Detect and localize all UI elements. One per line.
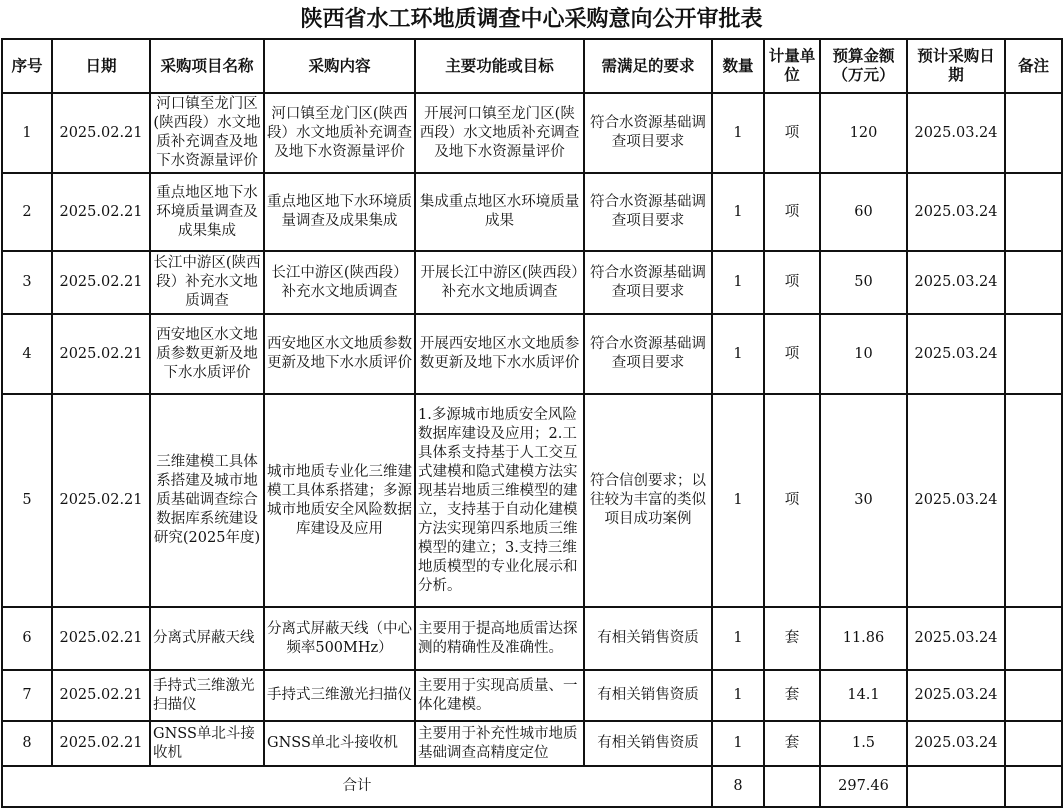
cell-note [1005,721,1062,766]
cell-date: 2025.02.21 [52,251,150,314]
cell-purchase-date: 2025.03.24 [907,314,1005,394]
cell-item-name: 三维建模工具体系搭建及城市地质基础调查综合数据库系统建设研究(2025年度) [150,394,264,607]
cell-item-name: 河口镇至龙门区(陕西段）水文地质补充调查及地下水资源量评价 [150,93,264,173]
cell-unit: 套 [764,721,820,766]
cell-item-name: GNSS单北斗接收机 [150,721,264,766]
cell-no: 7 [2,670,52,721]
cell-purchase-date: 2025.03.24 [907,394,1005,607]
page-title: 陕西省水工环地质调查中心采购意向公开审批表 [300,7,763,32]
cell-note [1005,93,1062,173]
total-label: 合计 [2,766,712,807]
table-row [2,607,1062,670]
cell-requirements: 有相关销售资质 [584,670,712,721]
cell-requirements: 符合水资源基础调查项目要求 [584,251,712,314]
cell-date: 2025.02.21 [52,314,150,394]
header-unit: 计量单位 [764,39,820,93]
cell-note [1005,670,1062,721]
cell-no: 3 [2,251,52,314]
cell-purchase-date: 2025.03.24 [907,670,1005,721]
cell-item-name: 长江中游区(陕西段）补充水文地质调查 [150,251,264,314]
cell-purchase-date: 2025.03.24 [907,173,1005,251]
cell-unit: 项 [764,173,820,251]
cell-no: 2 [2,173,52,251]
header-quantity: 数量 [712,39,764,93]
total-purchase-date [907,766,1005,807]
cell-note [1005,251,1062,314]
cell-date: 2025.02.21 [52,721,150,766]
cell-unit: 套 [764,670,820,721]
header-row [2,39,1062,93]
cell-budget: 30 [820,394,907,607]
cell-quantity: 1 [712,173,764,251]
table-row [2,173,1062,251]
cell-quantity: 1 [712,251,764,314]
cell-requirements: 符合水资源基础调查项目要求 [584,93,712,173]
cell-content: 城市地质专业化三维建模工具体系搭建；多源城市地质安全风险数据库建设及应用 [264,394,415,607]
cell-item-name: 手持式三维激光扫描仪 [150,670,264,721]
cell-requirements: 有相关销售资质 [584,607,712,670]
cell-budget: 10 [820,314,907,394]
header-goal: 主要功能或目标 [415,39,584,93]
cell-date: 2025.02.21 [52,670,150,721]
cell-budget: 1.5 [820,721,907,766]
total-unit [764,766,820,807]
table-row [2,721,1062,766]
cell-budget: 60 [820,173,907,251]
cell-unit: 项 [764,394,820,607]
cell-content: 河口镇至龙门区(陕西段）水文地质补充调查及地下水资源量评价 [264,93,415,173]
header-requirements: 需满足的要求 [584,39,712,93]
table-row [2,314,1062,394]
cell-goal: 主要用于实现高质量、一体化建模。 [415,670,584,721]
total-budget: 297.46 [820,766,907,807]
cell-requirements: 符合水资源基础调查项目要求 [584,173,712,251]
table-row [2,251,1062,314]
cell-requirements: 有相关销售资质 [584,721,712,766]
cell-goal: 开展河口镇至龙门区(陕西段）水文地质补充调查及地下水资源量评价 [415,93,584,173]
cell-content: 分离式屏蔽天线（中心频率500MHz） [264,607,415,670]
cell-quantity: 1 [712,93,764,173]
table-row [2,670,1062,721]
cell-purchase-date: 2025.03.24 [907,93,1005,173]
cell-content: 长江中游区(陕西段）补充水文地质调查 [264,251,415,314]
cell-content: GNSS单北斗接收机 [264,721,415,766]
cell-quantity: 1 [712,670,764,721]
cell-note [1005,314,1062,394]
cell-content: 重点地区地下水环境质量调查及成果集成 [264,173,415,251]
cell-goal: 1.多源城市地质安全风险数据库建设及应用；2.工具体系支持基于人工交互式建模和隐式建模方法实现基岩地质三维模型的建立，支持基于自动化建模方法实现第四系地质三维模型的建立；3.支持三维地质模型的专业化展示和分析。 [415,394,584,607]
cell-no: 4 [2,314,52,394]
cell-unit: 项 [764,251,820,314]
cell-note [1005,607,1062,670]
cell-item-name: 分离式屏蔽天线 [150,607,264,670]
total-note [1005,766,1062,807]
cell-purchase-date: 2025.03.24 [907,721,1005,766]
cell-no: 1 [2,93,52,173]
cell-date: 2025.02.21 [52,607,150,670]
cell-quantity: 1 [712,721,764,766]
cell-unit: 套 [764,607,820,670]
cell-purchase-date: 2025.03.24 [907,607,1005,670]
cell-goal: 主要用于补充性城市地质基础调查高精度定位 [415,721,584,766]
cell-budget: 50 [820,251,907,314]
cell-requirements: 符合水资源基础调查项目要求 [584,314,712,394]
procurement-table [1,38,1063,808]
cell-unit: 项 [764,314,820,394]
cell-unit: 项 [764,93,820,173]
header-date: 日期 [52,39,150,93]
cell-date: 2025.02.21 [52,93,150,173]
header-purchase-date: 预计采购日期 [907,39,1005,93]
cell-goal: 集成重点地区水环境质量成果 [415,173,584,251]
cell-quantity: 1 [712,607,764,670]
cell-quantity: 1 [712,394,764,607]
table-row [2,394,1062,607]
cell-content: 西安地区水文地质参数更新及地下水水质评价 [264,314,415,394]
cell-content: 手持式三维激光扫描仪 [264,670,415,721]
header-content: 采购内容 [264,39,415,93]
cell-goal: 主要用于提高地质雷达探测的精确性及准确性。 [415,607,584,670]
cell-goal: 开展西安地区水文地质参数更新及地下水水质评价 [415,314,584,394]
cell-quantity: 1 [712,314,764,394]
cell-item-name: 西安地区水文地质参数更新及地下水水质评价 [150,314,264,394]
cell-requirements: 符合信创要求；以往较为丰富的类似项目成功案例 [584,394,712,607]
cell-date: 2025.02.21 [52,394,150,607]
cell-note [1005,173,1062,251]
header-note: 备注 [1005,39,1062,93]
cell-no: 5 [2,394,52,607]
total-quantity: 8 [712,766,764,807]
header-item-name: 采购项目名称 [150,39,264,93]
table-row [2,93,1062,173]
cell-budget: 14.1 [820,670,907,721]
cell-item-name: 重点地区地下水环境质量调查及成果集成 [150,173,264,251]
cell-no: 6 [2,607,52,670]
cell-budget: 120 [820,93,907,173]
cell-purchase-date: 2025.03.24 [907,251,1005,314]
cell-goal: 开展长江中游区(陕西段）补充水文地质调查 [415,251,584,314]
cell-note [1005,394,1062,607]
cell-budget: 11.86 [820,607,907,670]
header-budget: 预算金额（万元） [820,39,907,93]
total-row [2,766,1062,807]
cell-date: 2025.02.21 [52,173,150,251]
cell-no: 8 [2,721,52,766]
header-no: 序号 [2,39,52,93]
